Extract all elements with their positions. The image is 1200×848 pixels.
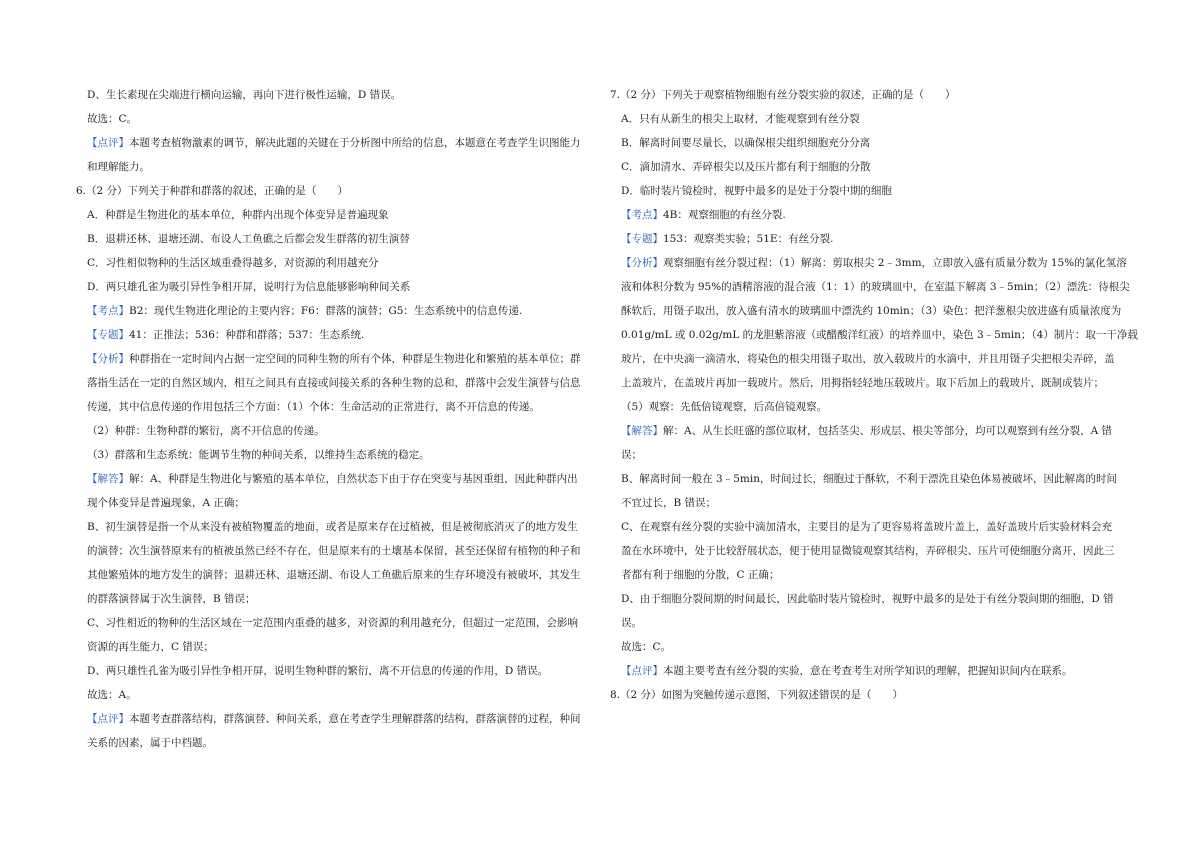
text-line [87, 352, 581, 366]
line-text: 7.（2 分）下列关于观察植物细胞有丝分裂实验的叙述，正确的是（ ） [610, 89, 956, 101]
text-line [621, 544, 1115, 558]
line-text: 其他繁殖体的地方发生的演替；退耕还林、退塘还湖、布设人工鱼礁后原来的生存环境没有被破坏，其发生 [87, 569, 581, 581]
question-stem [76, 184, 348, 198]
text-line [87, 664, 548, 678]
section-tag: 【解答】 [87, 473, 129, 485]
text-line [621, 352, 1115, 366]
text-line [87, 304, 522, 318]
text-line [621, 256, 1127, 270]
line-text: 153：观察类实验；51E：有丝分裂. [663, 233, 834, 245]
line-text: C．滴加清水、弄碎根尖以及压片都有利于细胞的分散 [621, 161, 871, 173]
text-line [87, 544, 581, 558]
question-stem [610, 88, 956, 102]
line-text: 落指生活在一定的自然区域内，相互之间具有直接或间接关系的各种生物的总和，群落中会发生演替与信息 [87, 377, 581, 389]
line-text: C、在观察有丝分裂的实验中滴加清水，主要目的是为了更容易将盖玻片盖上，盖好盖玻片后实验材料会充 [621, 521, 1113, 533]
text-line [87, 256, 379, 270]
line-text: A．种群是生物进化的基本单位，种群内出现个体变异是普遍现象 [87, 209, 389, 221]
line-text: 0.01g/mL 或 0.02g/mL 的龙胆紫溶液（或醋酸洋红液）的培养皿中，染色 3﹣5min；（4）制片：取一干净载 [621, 329, 1138, 341]
line-text: 本题主要考查有丝分裂的实验，意在考查考生对所学知识的理解，把握知识间内在联系。 [663, 665, 1073, 677]
text-line [87, 712, 581, 726]
text-line [621, 616, 642, 630]
line-text: 4B：观察细胞的有丝分裂. [663, 209, 786, 221]
text-line [621, 400, 827, 414]
line-text: 的群落演替属于次生演替，B 错误； [87, 593, 256, 605]
line-text: D、两只雄性孔雀为吸引异性争相开屏，说明生物种群的繁衍，离不开信息的传递的作用，D 错误。 [87, 665, 549, 677]
line-text: 6.（2 分）下列关于种群和群落的叙述，正确的是（ ） [76, 185, 349, 197]
text-line [621, 208, 786, 222]
line-text: 的演替；次生演替原来有的植被虽然已经不存在，但是原来有的土壤基本保留，甚至还保留有植物的种子和 [87, 545, 581, 557]
text-line [621, 184, 892, 198]
line-text: B．解离时间要尽量长，以确保根尖组织细胞充分分离 [621, 137, 871, 149]
line-text: D．两只雄孔雀为吸引异性争相开屏，说明行为信息能够影响种间关系 [87, 281, 411, 293]
line-text: 故选：A。 [87, 689, 137, 701]
line-text: 8.（2 分）如图为突触传递示意图，下列叙述错误的是（ ） [610, 689, 904, 701]
line-text: （2）种群：生物种群的繁衍，离不开信息的传递。 [87, 425, 325, 437]
line-text: 和理解能力。 [87, 161, 150, 173]
line-text: C．习性相似物种的生活区域重叠得越多，对资源的利用越充分 [87, 257, 379, 269]
text-line [87, 736, 213, 750]
text-line [621, 664, 1073, 678]
section-tag: 【专题】 [621, 233, 663, 245]
line-text: B2：现代生物进化理论的主要内容；F6：群落的演替；G5：生态系统中的信息传递. [129, 305, 523, 317]
line-text: 酥软后，用镊子取出，放入盛有清水的玻璃皿中漂洗约 10min；（3）染色：把洋葱根尖放进盛有质量浓度为 [621, 305, 1122, 317]
text-line [87, 448, 430, 462]
line-text: 者都有利于细胞的分散，C 正确； [621, 569, 780, 581]
text-line [621, 568, 779, 582]
line-text: 资源的再生能力，C 错误； [87, 641, 214, 653]
line-text: 解：A、种群是生物进化与繁殖的基本单位，自然状态下由于存在突变与基因重组，因此种群内出 [129, 473, 578, 485]
line-text: 本题考查群落结构，群落演替、种间关系，意在考查学生理解群落的结构，群落演替的过程，种间 [129, 713, 581, 725]
text-line [621, 496, 716, 510]
line-text: 液和体积分数为 95%的酒精溶液的混合液（1：1）的玻璃皿中，在室温下解离 3﹣5min；（2）漂洗：待根尖 [621, 281, 1130, 293]
section-tag: 【解答】 [621, 425, 663, 437]
text-line [87, 160, 150, 174]
section-tag: 【点评】 [87, 713, 129, 725]
line-text: 不宜过长，B 错误； [621, 497, 717, 509]
text-line [621, 520, 1112, 534]
line-text: 41：正推法；536：种群和群落；537：生态系统. [129, 329, 365, 341]
text-line [87, 400, 540, 414]
text-line [87, 112, 137, 126]
line-text: （5）观察：先低倍镜观察，后高倍镜观察。 [621, 401, 828, 413]
text-line [87, 520, 578, 534]
section-tag: 【专题】 [87, 329, 129, 341]
text-line [621, 448, 642, 462]
text-line [621, 160, 871, 174]
line-text: B．退耕还林、退塘还湖、布设人工鱼礁之后都会发生群落的初生演替 [87, 233, 410, 245]
text-line [87, 136, 581, 150]
text-line [621, 112, 860, 126]
text-line [87, 496, 245, 510]
line-text: B、初生演替是指一个从来没有被植物覆盖的地面，或者是原来存在过植被，但是被彻底消灭了的地方发生 [87, 521, 578, 533]
line-text: B、解离时间一般在 3﹣5min，时间过长，细胞过于酥软，不利于漂洗且染色体易被破坏，因此解离的时间 [621, 473, 1117, 485]
line-text: 关系的因素，属于中档题。 [87, 737, 213, 749]
text-line [621, 136, 870, 150]
text-line [87, 376, 581, 390]
text-line [87, 232, 410, 246]
text-line [87, 328, 364, 342]
line-text: D、由于细胞分裂间期的时间最长，因此临时装片镜检时，视野中最多的是处于有丝分裂间期的细胞，D 错 [621, 593, 1114, 605]
text-line [87, 208, 389, 222]
line-text: A．只有从新生的根尖上取材，才能观察到有丝分裂 [621, 113, 860, 125]
line-text: 种群指在一定时间内占据一定空间的同种生物的所有个体，种群是生物进化和繁殖的基本单位；群 [129, 353, 581, 365]
section-tag: 【分析】 [621, 257, 663, 269]
text-line [87, 616, 578, 630]
text-line [87, 424, 325, 438]
text-line [87, 688, 137, 702]
line-text: 玻片，在中央滴一滴清水，将染色的根尖用镊子取出，放入载玻片的水滴中，并且用镊子尖把根尖弄碎，盖 [621, 353, 1115, 365]
text-line [621, 424, 1112, 438]
text-line [87, 640, 214, 654]
line-text: C、习性相近的物种的生活区域在一定范围内重叠的越多，对资源的利用越充分，但超过一定范围，会影响 [87, 617, 579, 629]
line-text: 故选：C。 [87, 113, 138, 125]
question-stem [610, 688, 903, 702]
line-text: D、生长素现在尖端进行横向运输，再向下进行极性运输，D 错误。 [87, 89, 402, 101]
section-tag: 【点评】 [621, 665, 663, 677]
text-line [621, 640, 671, 654]
text-line [621, 328, 1138, 342]
text-line [621, 280, 1130, 294]
section-tag: 【点评】 [87, 137, 129, 149]
line-text: 误； [621, 449, 642, 461]
text-line [87, 568, 581, 582]
line-text: 故选：C。 [621, 641, 672, 653]
line-text: 传递，其中信息传递的作用包括三个方面：（1）个体：生命活动的正常进行，离不开信息的传递。 [87, 401, 540, 413]
line-text: 盈在水环境中，处于比较舒展状态，便于使用显微镜观察其结构，弄碎根尖、压片可使细胞分离开，因此三 [621, 545, 1115, 557]
text-line [621, 232, 833, 246]
section-tag: 【考点】 [87, 305, 129, 317]
text-line [87, 280, 410, 294]
line-text: 现个体变异是普遍现象，A 正确； [87, 497, 245, 509]
text-line [621, 472, 1117, 486]
line-text: （3）群落和生态系统：能调节生物的种间关系，以维持生态系统的稳定。 [87, 449, 430, 461]
line-text: 上盖玻片，在盖玻片再加一载玻片。然后，用拇指轻轻地压载玻片。取下后加上的载玻片，既制成装片； [621, 377, 1104, 389]
line-text: D．临时装片镜检时，视野中最多的是处于分裂中期的细胞 [621, 185, 892, 197]
text-line [621, 304, 1121, 318]
line-text: 本题考查植物激素的调节，解决此题的关键在于分析图中所给的信息，本题意在考查学生识图能力 [129, 137, 581, 149]
text-line [621, 376, 1104, 390]
text-line [621, 592, 1114, 606]
section-tag: 【分析】 [87, 353, 129, 365]
text-line [87, 88, 401, 102]
text-line [87, 592, 256, 606]
section-tag: 【考点】 [621, 209, 663, 221]
text-line [87, 472, 578, 486]
line-text: 解：A、从生长旺盛的部位取材，包括茎尖、形成层、根尖等部分，均可以观察到有丝分裂，A 错 [663, 425, 1113, 437]
line-text: 误。 [621, 617, 642, 629]
line-text: 观察细胞有丝分裂过程：（1）解离：剪取根尖 2﹣3mm，立即放入盛有质量分数为 15%的氯化氢溶 [663, 257, 1127, 269]
